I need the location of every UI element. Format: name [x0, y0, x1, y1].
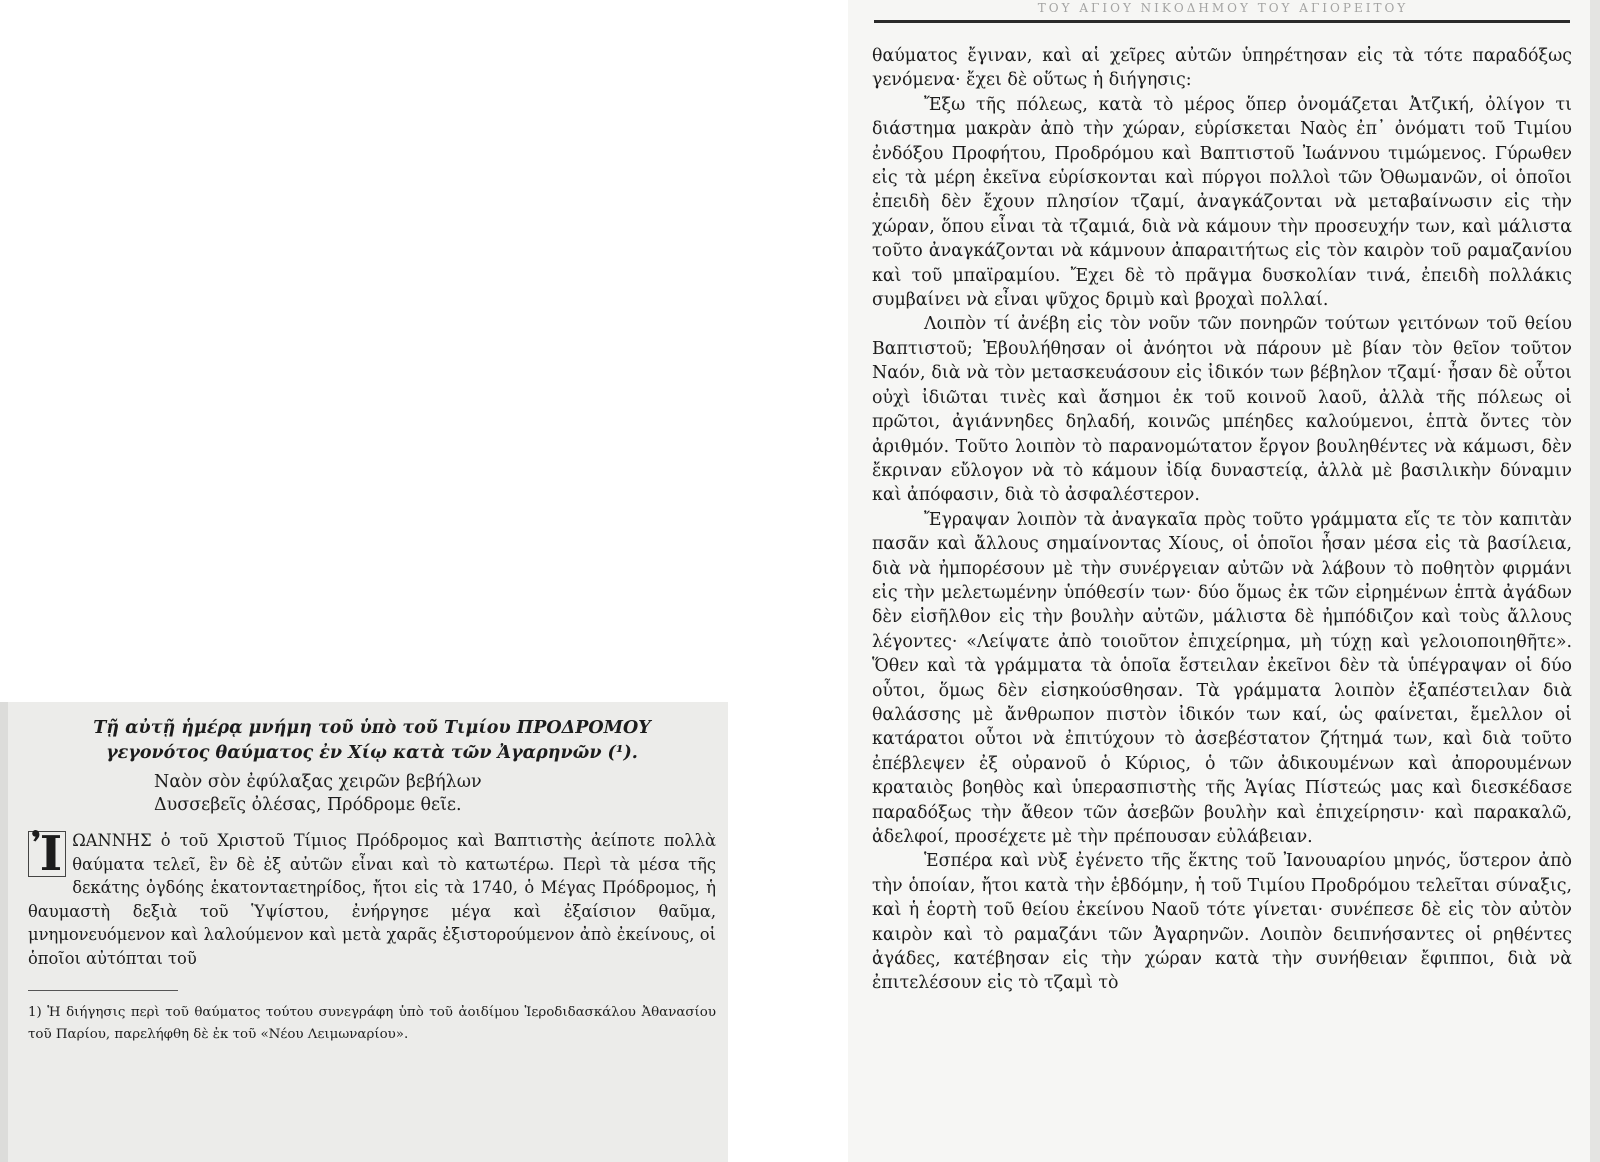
left-body-text — [28, 826, 716, 970]
left-paragraph: ΩΑΝΝΗΣ ὁ τοῦ Χριστοῦ Τίμιος Πρόδρομος καὶ Βαπτιστὴς ἀείποτε πολλὰ θαύματα τελεῖ, ἓν δὲ ἐξ αὐτῶν εἶναι καὶ τὸ κατωτέρω. Περὶ τὰ μέσα τῆς δεκάτης ὀγδόης ἑκατονταετηρίδος, ἤτοι εἰς τὰ 1740, ὁ Μέγας Πρόδρομος, ἡ θαυμαστὴ δεξιὰ τοῦ Ὑψίστου, ἐνήργησε μέγα καὶ ἐξαίσιον θαῦμα, μνημονευόμενον καὶ λαλούμενον καὶ μετὰ χαρᾶς ἐξιστορούμενον ἀπὸ ἐκείνους, οἱ ὁποῖοι αὐτόπται τοῦ — [28, 831, 716, 968]
decorated-initial: Ἰ — [28, 831, 66, 877]
heading-line-2: γεγονότος θαύματος ἐν Χίῳ κατὰ τῶν Ἀγαρηνῶν (¹). — [106, 743, 638, 763]
verse-line-2: Δυσσεβεῖς ὀλέσας, Πρόδρομε θεῖε. — [154, 795, 462, 815]
running-head: ΤΟΥ ΑΓΙΟΥ ΝΙΚΟΔΗΜΟΥ ΤΟΥ ΑΓΙΟΡΕΙΤΟΥ — [1037, 2, 1409, 14]
left-page-content — [28, 716, 716, 970]
paragraph: Ἔξω τῆς πόλεως, κατὰ τὸ μέρος ὅπερ ὀνομάζεται Ἀτζική, ὀλίγον τι διάστημα μακρὰν ἀπὸ τὴν χώραν, εὑρίσκεται Ναὸς ἐπ᾿ ὀνόματι τοῦ Τιμίου ἐνδόξου Προφήτου, Προδρόμου καὶ Βαπτιστοῦ Ἰωάννου τιμώμενος. Γύρωθεν εἰς τὰ μέρη ἐκεῖνα εὑρίσκονται καὶ πύργοι πολλοὶ τῶν Ὀθωμανῶν, οἱ ὁποῖοι ἐπειδὴ δὲν ἔχουν πλησίον τζαμί, ἀναγκάζονται νὰ μεταβαίνωσιν εἰς τὴν χώραν, ὅπου εἶναι τὰ τζαμιά, διὰ νὰ κάμουν τὴν προσευχήν των, καὶ μάλιστα τοῦτο ἀναγκάζονται νὰ κάμνουν ἀπαραιτήτως εἰς τὸν καιρὸν τοῦ ραμαζανίου καὶ τοῦ μπαϊραμίου. Ἔχει δὲ τὸ πρᾶγμα δυσκολίαν τινά, ἐπειδὴ πολλάκις συμβαίνει νὰ εἶναι ψῦχος δριμὺ καὶ βροχαὶ πολλαί. — [872, 94, 1572, 311]
verse-line-1: Ναὸν σὸν ἐφύλαξας χειρῶν βεβήλων — [154, 772, 482, 792]
left-page — [0, 702, 728, 1162]
footnote-separator — [28, 990, 178, 991]
footnote: 1) Ἡ διήγησις περὶ τοῦ θαύματος τούτου συνεγράφη ὑπὸ τοῦ ἀοιδίμου Ἱεροδιδασκάλου Ἀθανασίου τοῦ Παρίου, παρελήφθη δὲ ἐκ τοῦ «Νέου Λειμωναρίου». — [28, 1005, 716, 1042]
paragraph: Ἑσπέρα καὶ νὺξ ἐγένετο τῆς ἕκτης τοῦ Ἰανουαρίου μηνός, ὕστερον ἀπὸ τὴν ὁποίαν, ἤτοι κατὰ τὴν ἑβδόμην, ἡ τοῦ Τιμίου Προδρόμου τελεῖται σύναξις, καὶ ἡ ἑορτὴ τοῦ θείου ἐκείνου Ναοῦ τότε γίνεται· συνέπεσε δὲ εἰς τὸν αὐτὸν καιρὸν καὶ τὸ ραμαζάνι τῶν Ἀγαρηνῶν. Λοιπὸν δειπνήσαντες οἱ ρηθέντες ἀγάδες, κατέβησαν εἰς τὴν χώραν κατὰ τὴν συνήθειαν ἔφιπποι, διὰ νὰ ἐπιτελέσουν εἰς τὸ τζαμὶ τὸ — [872, 851, 1572, 994]
heading-line-1: Τῇ αὐτῇ ἡμέρᾳ μνήμη τοῦ ὑπὸ τοῦ Τιμίου ΠΡΟΔΡΟΜΟΥ — [93, 718, 651, 738]
paragraph: Ἔγραψαν λοιπὸν τὰ ἀναγκαῖα πρὸς τοῦτο γράμματα εἴς τε τὸν καπιτὰν πασᾶν καὶ ἄλλους σημαίνοντας Χίους, οἱ ὁποῖοι ἦσαν μέσα εἰς τὰ βασίλεια, διὰ νὰ ἠμπορέσουν μὲ τὴν συνέργειαν αὐτῶν νὰ λάβουν τὸ ποθητὸν φιρμάνι εἰς τὴν μελετωμένην ὑπόθεσίν των· δύο ὅμως ἐκ τῶν εἰρημένων ἑπτὰ ἀγάδων δὲν εἰσῆλθον εἰς τὴν βουλὴν αὐτῶν, μάλιστα δὲ ἠμπόδιζον καὶ τοὺς ἄλλους λέγοντες· «Λείψατε ἀπὸ τοιοῦτον ἐπιχείρημα, μὴ τύχῃ καὶ γελοιοποιηθῆτε». Ὅθεν καὶ τὰ γράμματα τὰ ὁποῖα ἔστειλαν ἐκεῖνοι δὲν τὰ ὑπέγραψαν οἱ δύο οὗτοι, ὅμως δὲν εἰσηκούσθησαν. Τὰ γράμματα λοιπὸν ἐξαπέστειλαν διὰ θαλάσσης μὲ ἄνθρωπον πιστὸν ἰδικόν των καί, ὡς φαίνεται, ἔμελλον οἱ κατάρατοι οὗτοι νὰ ἐπιτύχουν τὸ ἀσεβέστατον ζήτημά των, καὶ διὰ τοῦτο ἐπέβλεψεν ἐξ οὐρανοῦ ὁ Κύριος, ὁ τῶν ἀδικουμένων καὶ ἀπορουμένων κραταιὸς βοηθὸς καὶ ὑπερασπιστὴς τῆς Ἁγίας Πίστεώς μας καὶ διεσκέδασε παραδόξως τὴν ἄθεον τῶν ἀσεβῶν βουλὴν καὶ ἐπιχείρησιν· καὶ παρακαλῶ, ἀδελφοί, προσέχετε μὲ τὴν πρέπουσαν εὐλάβειαν. — [872, 509, 1572, 847]
page-edge-shadow — [1590, 0, 1600, 1162]
section-heading — [28, 716, 716, 766]
right-body-text — [872, 44, 1572, 996]
verse-couplet — [154, 771, 716, 817]
right-page — [848, 0, 1600, 1162]
paragraph-continued: θαύματος ἔγιναν, καὶ αἱ χεῖρες αὐτῶν ὑπηρέτησαν εἰς τὰ τότε παραδόξως γενόμενα· ἔχει δὲ οὕτως ἡ διήγησις: — [872, 46, 1572, 91]
paragraph: Λοιπὸν τί ἀνέβη εἰς τὸν νοῦν τῶν πονηρῶν τούτων γειτόνων τοῦ θείου Βαπτιστοῦ; Ἐβουλήθησαν οἱ ἀνόητοι νὰ πάρουν μὲ βίαν τὸν θεῖον τοῦτον Ναόν, διὰ νὰ τὸν μετασκευάσουν εἰς ἰδικόν των βέβηλον τζαμί· ἦσαν δὲ οὗτοι οὐχὶ ἰδιῶται τινὲς καὶ ἄσημοι ἐκ τοῦ κοινοῦ λαοῦ, ἀλλὰ τῆς πόλεως οἱ πρῶτοι, ἀγιάννηδες δηλαδή, κοινῶς μπέηδες καλούμενοι, ἑπτὰ ὄντες τὸν ἀριθμόν. Τοῦτο λοιπὸν τὸ παρανομώτατον ἔργον βουληθέντες νὰ κάμωσι, δὲν ἔκριναν εὔλογον νὰ τὸ κάμουν ἰδίᾳ δυναστείᾳ, ἀλλὰ μὲ βασιλικὴν δύναμιν καὶ ἀπόφασιν, διὰ τὸ ἀσφαλέστερον. — [872, 314, 1572, 506]
header-rule — [874, 20, 1570, 23]
page-edge-shadow — [0, 702, 8, 1162]
